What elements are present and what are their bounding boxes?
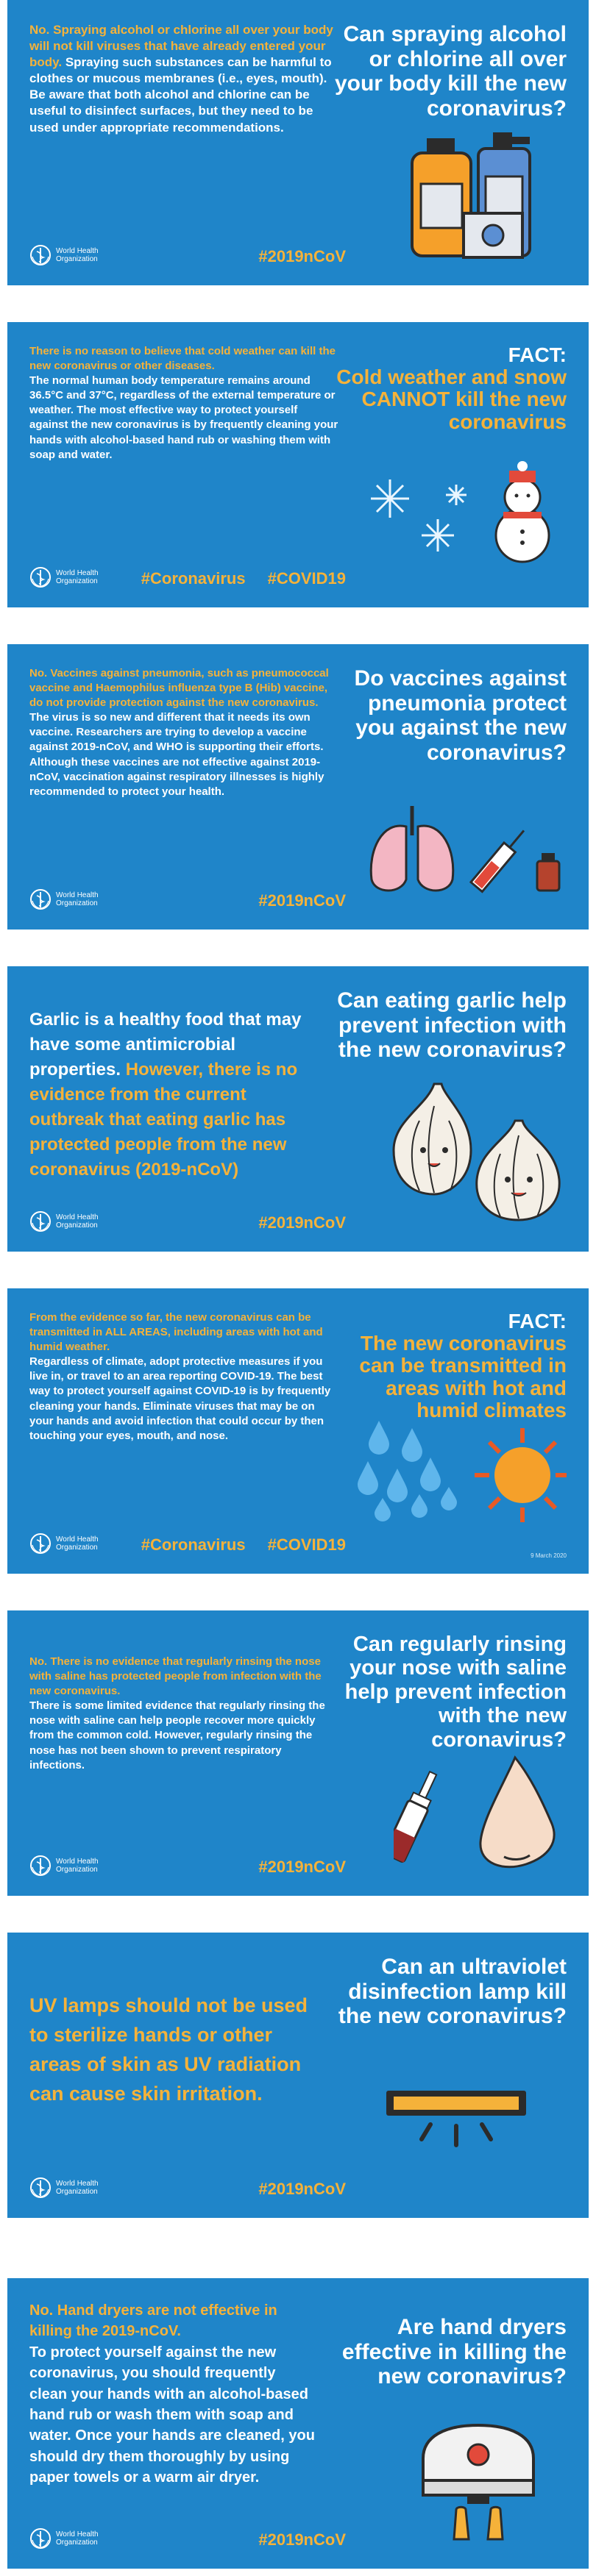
hashtag: #2019nCoV xyxy=(258,1858,346,1876)
card-answer: No. Hand dryers are not effective in killing the 2019-nCoV. xyxy=(29,2302,277,2340)
hashtag: #Coronavirus xyxy=(141,1535,246,1554)
card-footer xyxy=(29,885,346,915)
who-logo xyxy=(29,2527,99,2550)
who-emblem-icon xyxy=(29,2527,52,2550)
who-logo-line2: Organization xyxy=(56,1221,98,1230)
card-answer: No. Vaccines against pneumonia, such as pneumococcal vaccine and Haemophilus influenza type B (Hib) vaccine, do not provide protection against the new coronavirus. xyxy=(29,667,329,710)
who-logo-line1: World Health xyxy=(56,1857,99,1866)
who-emblem-icon xyxy=(29,566,52,588)
who-emblem-icon xyxy=(29,1855,52,1877)
myth-card-pneumonia-vaccine xyxy=(7,644,589,930)
hand-dryer-icon xyxy=(408,2422,548,2543)
card-answer: No. Spraying alcohol or chlorine all over your body will not kill viruses that have already entered your body. xyxy=(29,23,333,70)
card-body: Spraying such substances can be harmful to clothes or mucous membranes (i.e., eyes, mouth). Be aware that both alcohol and chlorine can be useful to disinfect surfaces, but they need to be used under appropriate recommendations. xyxy=(29,55,332,135)
who-logo-line2: Organization xyxy=(56,1544,98,1552)
myth-card-saline-nose xyxy=(7,1610,589,1896)
card-answer: There is no reason to believe that cold weather can kill the new coronavirus or other diseases. xyxy=(29,345,336,373)
card-answer: From the evidence so far, the new coronavirus can be transmitted in ALL AREAS, including areas with hot and humid weather. xyxy=(29,1311,323,1354)
card-body: To protect yourself against the new coronavirus, you should frequently clean your hands with an alcohol-based hand rub or wash them with soap and water. Once your hands are cleaned, you should dry them thoroughly by using paper towels or a warm air dryer. xyxy=(29,2344,315,2486)
who-logo xyxy=(29,1533,99,1555)
sun-raindrops-icon xyxy=(357,1413,567,1524)
who-logo-line1: World Health xyxy=(56,2179,99,2188)
card-question: Can an ultraviolet disinfection lamp kill the new coronavirus? xyxy=(338,1955,567,2029)
card-footer xyxy=(29,563,346,593)
who-emblem-icon xyxy=(29,888,52,910)
who-logo xyxy=(29,1210,99,1232)
who-emblem-icon xyxy=(29,244,52,266)
hashtag: #COVID19 xyxy=(267,569,346,588)
card-footer xyxy=(29,2174,346,2203)
card-question: Can spraying alcohol or chlorine all over your body kill the new coronavirus? xyxy=(334,22,567,121)
hashtag: #2019nCoV xyxy=(258,2180,346,2198)
who-logo-line1: World Health xyxy=(56,1213,99,1221)
who-logo-line1: World Health xyxy=(56,568,99,577)
hashtag: #Coronavirus xyxy=(141,569,246,588)
who-logo-line1: World Health xyxy=(56,246,99,255)
card-footer xyxy=(29,1207,346,1237)
fact-label: FACT: xyxy=(508,343,567,366)
card-answer: No. There is no evidence that regularly rinsing the nose with saline has protected people from infection with the new coronavirus. xyxy=(29,1655,322,1698)
lungs-syringe-icon xyxy=(361,791,574,902)
myth-card-hot-humid xyxy=(7,1288,589,1574)
hashtag: #2019nCoV xyxy=(258,247,346,265)
card-answer: However, there is no evidence from the current outbreak that eating garlic has protected people from the new coronavirus (2019-nCoV) xyxy=(29,1060,298,1180)
who-logo xyxy=(29,566,99,588)
spray-bottles-icon xyxy=(405,132,567,261)
myth-card-hand-dryer xyxy=(7,2278,589,2569)
who-logo-line2: Organization xyxy=(56,2188,98,2196)
snowman-icon xyxy=(346,454,567,565)
myth-card-spray-alcohol xyxy=(7,0,589,285)
hashtag: #2019nCoV xyxy=(258,891,346,910)
card-answer: UV lamps should not be used to sterilize hands or other areas of skin as UV radiation can cause skin irritation. xyxy=(29,1994,308,2105)
uv-lamp-icon xyxy=(379,2083,533,2157)
date-label: 9 March 2020 xyxy=(531,1552,567,1559)
who-logo xyxy=(29,1855,99,1877)
card-body: Regardless of climate, adopt protective measures if you live in, or travel to an area reporting COVID-19. The best way to protect yourself against COVID-19 is by frequently cleaning your hands. Eliminate viruses that may be on your hands and avoid infection that could occur by then touching your eyes, mouth, and nose. xyxy=(29,1355,331,1442)
garlic-icon xyxy=(383,1077,581,1224)
card-question: Can eating garlic help prevent infection with the new coronavirus? xyxy=(337,988,567,1063)
card-footer xyxy=(29,1530,346,1559)
hashtag: #2019nCoV xyxy=(258,1213,346,1232)
who-logo-line2: Organization xyxy=(56,2538,98,2547)
who-logo-line2: Organization xyxy=(56,577,98,585)
myth-card-cold-weather xyxy=(7,322,589,607)
who-logo-line2: Organization xyxy=(56,1866,98,1874)
card-question: Do vaccines against pneumonia protect you against the new coronavirus? xyxy=(354,666,567,765)
who-emblem-icon xyxy=(29,1533,52,1555)
card-question: Are hand dryers effective in killing the new coronavirus? xyxy=(341,2315,567,2389)
who-logo xyxy=(29,244,99,266)
myth-card-uv-lamp xyxy=(7,1933,589,2218)
card-lead: Garlic is a healthy food that may have some antimicrobial properties. xyxy=(29,1010,302,1080)
myth-card-garlic xyxy=(7,966,589,1252)
who-logo-line2: Organization xyxy=(56,255,98,263)
who-logo-line2: Organization xyxy=(56,899,98,907)
hashtag: #2019nCoV xyxy=(258,2530,346,2549)
who-logo xyxy=(29,888,99,910)
card-body: The normal human body temperature remains around 36.5°C and 37°C, regardless of the external temperature or weather. The most effective way to protect yourself against the new coronavirus is by frequently cleaning your hands with alcohol-based hand rub or washing them with soap and water. xyxy=(29,374,338,461)
card-question: Can regularly rinsing your nose with saline help prevent infection with the new coronavirus? xyxy=(344,1633,567,1752)
card-question: Cold weather and snow CANNOT kill the new coronavirus xyxy=(336,365,567,433)
card-body: There is some limited evidence that regularly rinsing the nose with saline can help people recover more quickly from the common cold. However, regularly rinsing the nose has not been shown to prevent respiratory infections. xyxy=(29,1699,325,1772)
card-footer xyxy=(29,241,346,271)
who-emblem-icon xyxy=(29,2177,52,2199)
hashtag: #COVID19 xyxy=(267,1535,346,1554)
card-question: The new coronavirus can be transmitted in areas with hot and humid climates xyxy=(359,1332,567,1421)
who-logo xyxy=(29,2177,99,2199)
card-footer xyxy=(29,2525,346,2554)
card-body: The virus is so new and different that it needs its own vaccine. Researchers are trying to develop a vaccine against 2019-nCoV, and WHO is supporting their efforts. Although these vaccines are not effective against 2019-nCoV, vaccination against respiratory illnesses is highly recommended to protect your health. xyxy=(29,711,324,798)
fact-label: FACT: xyxy=(508,1310,567,1332)
nose-spray-icon xyxy=(394,1754,570,1879)
card-footer xyxy=(29,1852,346,1881)
who-logo-line1: World Health xyxy=(56,1535,99,1544)
who-logo-line1: World Health xyxy=(56,891,99,899)
who-logo-line1: World Health xyxy=(56,2530,99,2538)
who-emblem-icon xyxy=(29,1210,52,1232)
